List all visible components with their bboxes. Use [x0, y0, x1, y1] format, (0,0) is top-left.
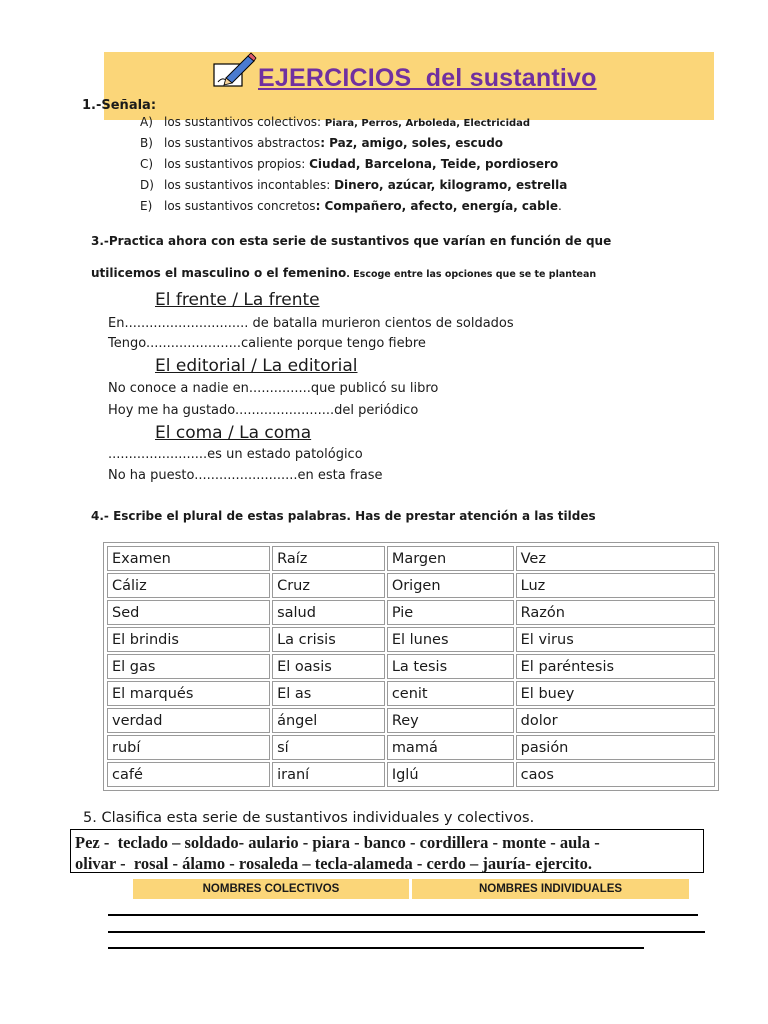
- table-cell: caos: [516, 762, 715, 787]
- table-cell: El buey: [516, 681, 715, 706]
- table-cell: El oasis: [272, 654, 385, 679]
- section5-heading: 5. Clasifica esta serie de sustantivos individuales y colectivos.: [83, 810, 535, 826]
- table-row: [107, 735, 715, 760]
- fill-sentence: Hoy me ha gustado........................del periódico: [108, 403, 419, 418]
- table-cell: El lunes: [387, 627, 514, 652]
- table-row: [107, 627, 715, 652]
- table-cell: Rey: [387, 708, 514, 733]
- table-cell: cenit: [387, 681, 514, 706]
- table-cell: Cáliz: [107, 573, 270, 598]
- table-cell: El brindis: [107, 627, 270, 652]
- table-cell: Razón: [516, 600, 715, 625]
- table-row: [107, 762, 715, 787]
- item-prompt: los sustantivos propios:: [164, 157, 310, 171]
- table-cell: salud: [272, 600, 385, 625]
- item-answer: Ciudad, Barcelona, Teide, pordiosero: [309, 157, 559, 171]
- section3-heading-text: utilicemos el masculino o el femenino: [91, 266, 347, 280]
- item-letter: D): [140, 178, 154, 192]
- table-cell: El paréntesis: [516, 654, 715, 679]
- word-pair-heading: El frente / La frente: [155, 290, 320, 310]
- answer-line: [108, 947, 644, 949]
- answer-line: [108, 931, 705, 933]
- table-cell: El marqués: [107, 681, 270, 706]
- table-cell: pasión: [516, 735, 715, 760]
- individual-nouns-header: NOMBRES INDIVIDUALES: [412, 879, 689, 899]
- table-cell: Iglú: [387, 762, 514, 787]
- item-answer: : Compañero, afecto, energía, cable: [315, 199, 558, 213]
- noun-list-line: Pez - teclado – soldado- aulario - piara - banco - cordillera - monte - aula -: [75, 833, 600, 852]
- section3-heading-line2: [91, 262, 596, 281]
- section4-heading: 4.- Escribe el plural de estas palabras. Has de prestar atención a las tildes: [91, 509, 596, 523]
- list-item-d: [140, 178, 567, 192]
- fill-sentence: No conoce a nadie en...............que publicó su libro: [108, 381, 439, 396]
- item-prompt: los sustantivos abstractos: [164, 136, 321, 150]
- word-pair-heading: El coma / La coma: [155, 423, 312, 443]
- item-answer: Piara, Perros, Arboleda, Electricidad: [324, 118, 531, 129]
- table-cell: iraní: [272, 762, 385, 787]
- list-item-a: [140, 115, 530, 129]
- table-row: [107, 654, 715, 679]
- pencil-writing-icon: [212, 52, 258, 92]
- item-letter: C): [140, 157, 154, 171]
- section3-instruction: . Escoge entre las opciones que se te plantean: [346, 269, 597, 280]
- item-answer: : Paz, amigo, soles, escudo: [320, 136, 504, 150]
- item-answer: Dinero, azúcar, kilogramo, estrella: [334, 178, 568, 192]
- table-cell: Raíz: [272, 546, 385, 571]
- list-item-c: [140, 157, 558, 171]
- collective-nouns-header: NOMBRES COLECTIVOS: [133, 879, 409, 899]
- item-tail: .: [557, 199, 562, 213]
- item-letter: B): [140, 136, 153, 150]
- table-row: [107, 600, 715, 625]
- table-cell: café: [107, 762, 270, 787]
- noun-list-line: olivar - rosal - álamo - rosaleda – tecla-alameda - cerdo – jauría- ejercito.: [75, 854, 593, 873]
- table-row: [107, 708, 715, 733]
- fill-sentence: No ha puesto.........................en esta frase: [108, 468, 383, 483]
- list-item-e: [140, 199, 562, 213]
- table-cell: El gas: [107, 654, 270, 679]
- page-title: EJERCICIOS del sustantivo: [258, 64, 597, 92]
- table-cell: Examen: [107, 546, 270, 571]
- section1-heading: 1.-Señala:: [82, 98, 157, 113]
- list-item-b: [140, 136, 503, 150]
- answer-line: [108, 914, 698, 916]
- fill-sentence: ........................es un estado patológico: [108, 447, 363, 462]
- table-row: [107, 546, 715, 571]
- table-cell: La tesis: [387, 654, 514, 679]
- table-cell: El as: [272, 681, 385, 706]
- table-row: [107, 681, 715, 706]
- table-cell: Origen: [387, 573, 514, 598]
- table-cell: Luz: [516, 573, 715, 598]
- section3-heading-line1: 3.-Practica ahora con esta serie de sustantivos que varían en función de que: [91, 234, 612, 248]
- table-cell: Vez: [516, 546, 715, 571]
- table-cell: La crisis: [272, 627, 385, 652]
- item-prompt: los sustantivos concretos: [164, 199, 316, 213]
- fill-sentence: Tengo.......................caliente porque tengo fiebre: [108, 336, 426, 351]
- item-letter: A): [140, 115, 153, 129]
- table-cell: Pie: [387, 600, 514, 625]
- plural-words-table: [103, 542, 719, 791]
- table-cell: verdad: [107, 708, 270, 733]
- table-row: [107, 573, 715, 598]
- table-cell: El virus: [516, 627, 715, 652]
- item-prompt: los sustantivos colectivos:: [164, 115, 325, 129]
- word-pair-heading: El editorial / La editorial: [155, 356, 358, 376]
- item-prompt: los sustantivos incontables:: [164, 178, 335, 192]
- fill-sentence: En.............................. de batalla murieron cientos de soldados: [108, 316, 514, 331]
- table-cell: rubí: [107, 735, 270, 760]
- table-cell: Sed: [107, 600, 270, 625]
- table-cell: sí: [272, 735, 385, 760]
- table-cell: Cruz: [272, 573, 385, 598]
- table-cell: mamá: [387, 735, 514, 760]
- item-letter: E): [140, 199, 153, 213]
- table-cell: ángel: [272, 708, 385, 733]
- noun-list-box: [70, 829, 704, 873]
- table-cell: dolor: [516, 708, 715, 733]
- table-cell: Margen: [387, 546, 514, 571]
